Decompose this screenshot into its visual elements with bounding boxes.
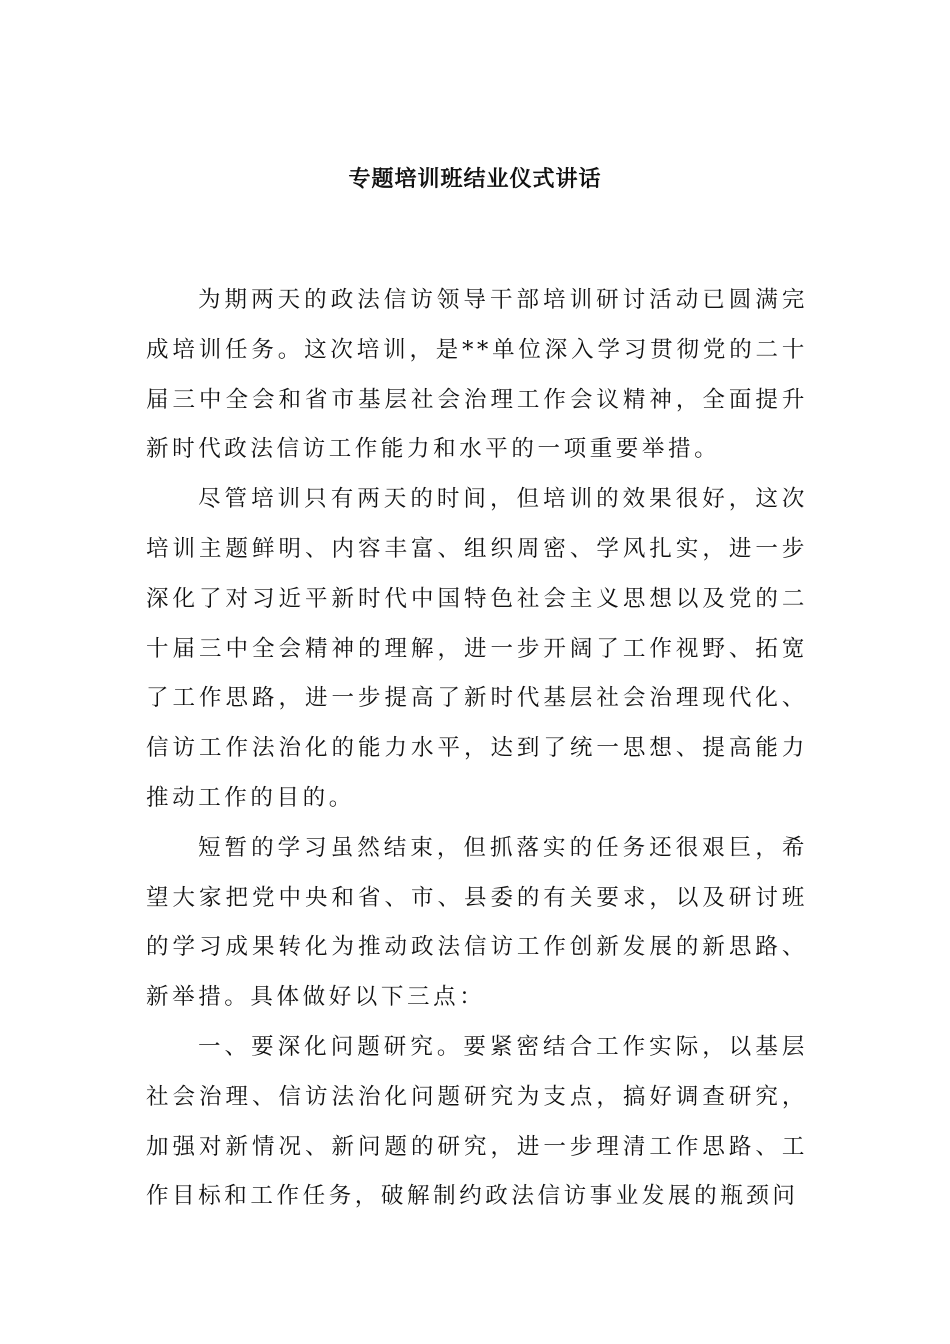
document-body	[146, 276, 808, 1222]
paragraph-1: 为期两天的政法信访领导干部培训研讨活动已圆满完成培训任务。这次培训，是**单位深入学习贯彻党的二十届三中全会和省市基层社会治理工作会议精神，全面提升新时代政法信访工作能力和水平的一项重要举措。	[146, 287, 808, 463]
paragraph-3: 短暂的学习虽然结束，但抓落实的任务还很艰巨，希望大家把党中央和省、市、县委的有关要求，以及研讨班的学习成果转化为推动政法信访工作创新发展的新思路、新举措。具体做好以下三点：	[146, 834, 808, 1011]
paragraph-4: 一、要深化问题研究。要紧密结合工作实际，以基层社会治理、信访法治化问题研究为支点，搞好调查研究，加强对新情况、新问题的研究，进一步理清工作思路、工作目标和工作任务，破解制约政法信访事业发展的瓶颈问	[146, 1033, 808, 1210]
document-title: 专题培训班结业仪式讲话	[348, 166, 602, 192]
paragraph-2: 尽管培训只有两天的时间，但培训的效果很好，这次培训主题鲜明、内容丰富、组织周密、学风扎实，进一步深化了对习近平新时代中国特色社会主义思想以及党的二十届三中全会精神的理解，进一步开阔了工作视野、拓宽了工作思路，进一步提高了新时代基层社会治理现代化、信访工作法治化的能力水平，达到了统一思想、提高能力推动工作的目的。	[146, 486, 808, 811]
